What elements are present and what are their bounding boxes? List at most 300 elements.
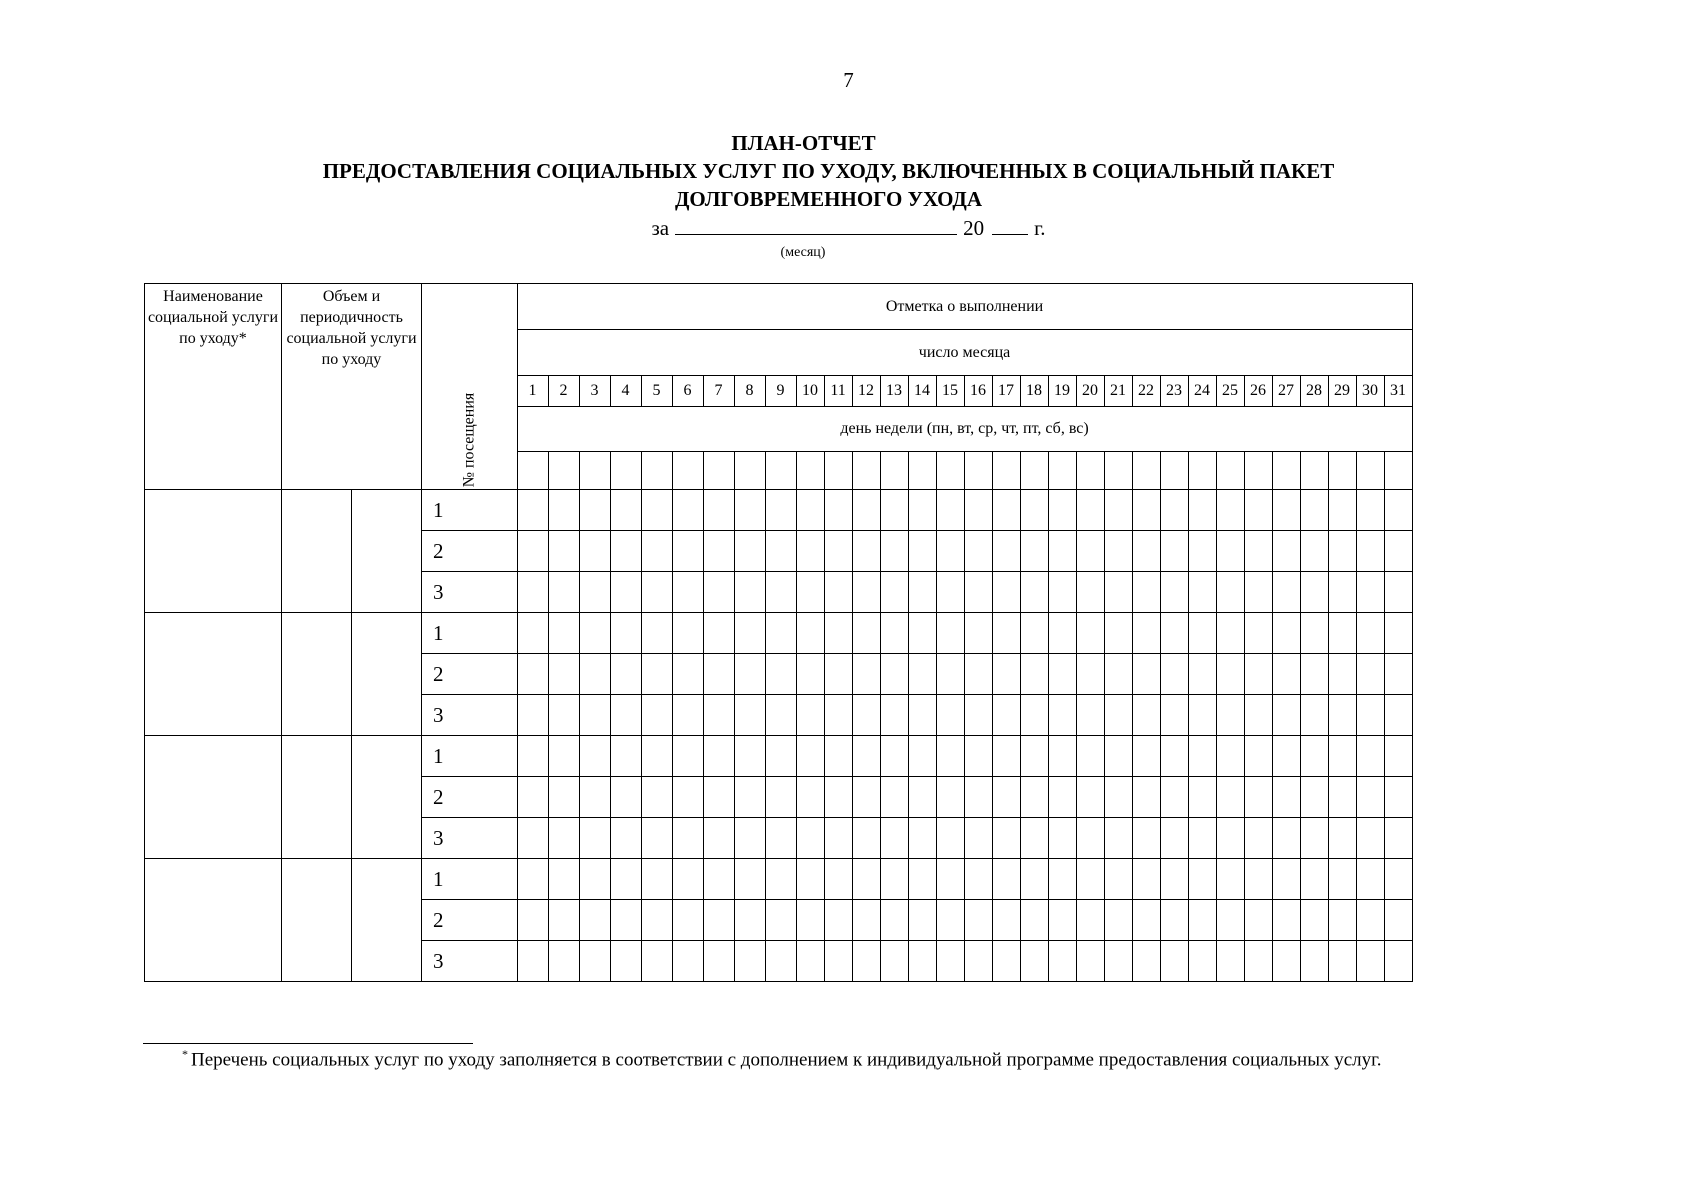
mark-cell[interactable]: [672, 941, 703, 982]
mark-cell[interactable]: [641, 654, 672, 695]
mark-cell[interactable]: [1160, 654, 1188, 695]
weekday-cell[interactable]: [1020, 452, 1048, 490]
mark-cell[interactable]: [1244, 613, 1272, 654]
mark-cell[interactable]: [796, 941, 824, 982]
weekday-cell[interactable]: [964, 452, 992, 490]
mark-cell[interactable]: [796, 859, 824, 900]
mark-cell[interactable]: [908, 695, 936, 736]
mark-cell[interactable]: [1328, 859, 1356, 900]
mark-cell[interactable]: [579, 613, 610, 654]
service-name-cell[interactable]: [145, 859, 282, 982]
mark-cell[interactable]: [1300, 941, 1328, 982]
mark-cell[interactable]: [579, 490, 610, 531]
mark-cell[interactable]: [672, 900, 703, 941]
mark-cell[interactable]: [964, 654, 992, 695]
mark-cell[interactable]: [672, 613, 703, 654]
mark-cell[interactable]: [1328, 490, 1356, 531]
mark-cell[interactable]: [1104, 531, 1132, 572]
mark-cell[interactable]: [1216, 572, 1244, 613]
mark-cell[interactable]: [1104, 736, 1132, 777]
mark-cell[interactable]: [1048, 818, 1076, 859]
mark-cell[interactable]: [610, 900, 641, 941]
mark-cell[interactable]: [734, 613, 765, 654]
mark-cell[interactable]: [1328, 654, 1356, 695]
mark-cell[interactable]: [824, 736, 852, 777]
mark-cell[interactable]: [703, 818, 734, 859]
mark-cell[interactable]: [641, 736, 672, 777]
mark-cell[interactable]: [964, 859, 992, 900]
mark-cell[interactable]: [992, 736, 1020, 777]
mark-cell[interactable]: [1328, 900, 1356, 941]
mark-cell[interactable]: [908, 859, 936, 900]
mark-cell[interactable]: [1328, 736, 1356, 777]
mark-cell[interactable]: [1076, 531, 1104, 572]
weekday-cell[interactable]: [1300, 452, 1328, 490]
weekday-cell[interactable]: [1048, 452, 1076, 490]
mark-cell[interactable]: [703, 777, 734, 818]
mark-cell[interactable]: [1272, 900, 1300, 941]
mark-cell[interactable]: [579, 859, 610, 900]
weekday-cell[interactable]: [672, 452, 703, 490]
mark-cell[interactable]: [1104, 654, 1132, 695]
mark-cell[interactable]: [1384, 654, 1412, 695]
mark-cell[interactable]: [579, 654, 610, 695]
mark-cell[interactable]: [908, 654, 936, 695]
mark-cell[interactable]: [964, 941, 992, 982]
mark-cell[interactable]: [1020, 654, 1048, 695]
mark-cell[interactable]: [852, 777, 880, 818]
mark-cell[interactable]: [936, 941, 964, 982]
mark-cell[interactable]: [1300, 736, 1328, 777]
mark-cell[interactable]: [548, 531, 579, 572]
mark-cell[interactable]: [641, 777, 672, 818]
mark-cell[interactable]: [703, 941, 734, 982]
mark-cell[interactable]: [703, 613, 734, 654]
mark-cell[interactable]: [1132, 613, 1160, 654]
mark-cell[interactable]: [1356, 736, 1384, 777]
mark-cell[interactable]: [992, 859, 1020, 900]
mark-cell[interactable]: [1244, 572, 1272, 613]
mark-cell[interactable]: [824, 572, 852, 613]
mark-cell[interactable]: [1384, 572, 1412, 613]
mark-cell[interactable]: [1160, 941, 1188, 982]
mark-cell[interactable]: [548, 490, 579, 531]
volume-cell[interactable]: [282, 859, 352, 982]
mark-cell[interactable]: [1132, 736, 1160, 777]
mark-cell[interactable]: [1020, 859, 1048, 900]
mark-cell[interactable]: [908, 490, 936, 531]
mark-cell[interactable]: [1244, 859, 1272, 900]
mark-cell[interactable]: [1244, 818, 1272, 859]
service-name-cell[interactable]: [145, 490, 282, 613]
mark-cell[interactable]: [734, 695, 765, 736]
mark-cell[interactable]: [641, 900, 672, 941]
mark-cell[interactable]: [641, 695, 672, 736]
mark-cell[interactable]: [992, 531, 1020, 572]
mark-cell[interactable]: [992, 695, 1020, 736]
mark-cell[interactable]: [1356, 490, 1384, 531]
mark-cell[interactable]: [1048, 900, 1076, 941]
mark-cell[interactable]: [1328, 695, 1356, 736]
mark-cell[interactable]: [936, 695, 964, 736]
service-name-cell[interactable]: [145, 736, 282, 859]
mark-cell[interactable]: [852, 572, 880, 613]
mark-cell[interactable]: [936, 736, 964, 777]
mark-cell[interactable]: [796, 613, 824, 654]
mark-cell[interactable]: [1384, 695, 1412, 736]
mark-cell[interactable]: [1244, 941, 1272, 982]
mark-cell[interactable]: [1272, 654, 1300, 695]
mark-cell[interactable]: [1048, 859, 1076, 900]
mark-cell[interactable]: [1020, 490, 1048, 531]
mark-cell[interactable]: [610, 572, 641, 613]
mark-cell[interactable]: [1272, 859, 1300, 900]
mark-cell[interactable]: [992, 613, 1020, 654]
periodicity-cell[interactable]: [352, 613, 422, 736]
mark-cell[interactable]: [1076, 777, 1104, 818]
weekday-cell[interactable]: [796, 452, 824, 490]
weekday-cell[interactable]: [517, 452, 548, 490]
mark-cell[interactable]: [880, 490, 908, 531]
mark-cell[interactable]: [908, 941, 936, 982]
mark-cell[interactable]: [579, 531, 610, 572]
mark-cell[interactable]: [1160, 900, 1188, 941]
mark-cell[interactable]: [824, 531, 852, 572]
mark-cell[interactable]: [1272, 818, 1300, 859]
mark-cell[interactable]: [641, 941, 672, 982]
mark-cell[interactable]: [1328, 531, 1356, 572]
mark-cell[interactable]: [610, 531, 641, 572]
mark-cell[interactable]: [908, 777, 936, 818]
mark-cell[interactable]: [1132, 941, 1160, 982]
mark-cell[interactable]: [734, 818, 765, 859]
mark-cell[interactable]: [1244, 531, 1272, 572]
mark-cell[interactable]: [964, 736, 992, 777]
mark-cell[interactable]: [1300, 859, 1328, 900]
mark-cell[interactable]: [852, 859, 880, 900]
year-blank-field[interactable]: [992, 216, 1028, 235]
mark-cell[interactable]: [1020, 736, 1048, 777]
mark-cell[interactable]: [1020, 941, 1048, 982]
mark-cell[interactable]: [1188, 736, 1216, 777]
weekday-cell[interactable]: [1076, 452, 1104, 490]
mark-cell[interactable]: [517, 531, 548, 572]
mark-cell[interactable]: [1384, 900, 1412, 941]
mark-cell[interactable]: [992, 654, 1020, 695]
mark-cell[interactable]: [548, 695, 579, 736]
mark-cell[interactable]: [517, 900, 548, 941]
mark-cell[interactable]: [765, 490, 796, 531]
mark-cell[interactable]: [1328, 613, 1356, 654]
mark-cell[interactable]: [548, 736, 579, 777]
mark-cell[interactable]: [1356, 695, 1384, 736]
mark-cell[interactable]: [703, 572, 734, 613]
mark-cell[interactable]: [579, 695, 610, 736]
mark-cell[interactable]: [880, 736, 908, 777]
mark-cell[interactable]: [1328, 818, 1356, 859]
mark-cell[interactable]: [610, 777, 641, 818]
mark-cell[interactable]: [1132, 572, 1160, 613]
mark-cell[interactable]: [734, 531, 765, 572]
mark-cell[interactable]: [579, 572, 610, 613]
mark-cell[interactable]: [1216, 695, 1244, 736]
mark-cell[interactable]: [1328, 777, 1356, 818]
mark-cell[interactable]: [672, 818, 703, 859]
mark-cell[interactable]: [936, 859, 964, 900]
mark-cell[interactable]: [1104, 859, 1132, 900]
mark-cell[interactable]: [1272, 695, 1300, 736]
mark-cell[interactable]: [1216, 900, 1244, 941]
mark-cell[interactable]: [796, 900, 824, 941]
mark-cell[interactable]: [734, 900, 765, 941]
mark-cell[interactable]: [880, 777, 908, 818]
mark-cell[interactable]: [734, 859, 765, 900]
mark-cell[interactable]: [517, 818, 548, 859]
mark-cell[interactable]: [880, 613, 908, 654]
mark-cell[interactable]: [610, 490, 641, 531]
mark-cell[interactable]: [1244, 900, 1272, 941]
mark-cell[interactable]: [852, 900, 880, 941]
mark-cell[interactable]: [1244, 695, 1272, 736]
weekday-cell[interactable]: [908, 452, 936, 490]
mark-cell[interactable]: [1300, 613, 1328, 654]
mark-cell[interactable]: [1216, 490, 1244, 531]
mark-cell[interactable]: [1160, 859, 1188, 900]
mark-cell[interactable]: [1048, 654, 1076, 695]
mark-cell[interactable]: [964, 777, 992, 818]
mark-cell[interactable]: [824, 490, 852, 531]
mark-cell[interactable]: [1104, 777, 1132, 818]
mark-cell[interactable]: [1160, 695, 1188, 736]
mark-cell[interactable]: [1244, 777, 1272, 818]
mark-cell[interactable]: [1300, 490, 1328, 531]
mark-cell[interactable]: [824, 695, 852, 736]
mark-cell[interactable]: [1188, 695, 1216, 736]
weekday-cell[interactable]: [1160, 452, 1188, 490]
mark-cell[interactable]: [517, 654, 548, 695]
weekday-cell[interactable]: [936, 452, 964, 490]
mark-cell[interactable]: [824, 777, 852, 818]
mark-cell[interactable]: [517, 572, 548, 613]
mark-cell[interactable]: [765, 736, 796, 777]
mark-cell[interactable]: [672, 490, 703, 531]
mark-cell[interactable]: [936, 572, 964, 613]
mark-cell[interactable]: [908, 900, 936, 941]
mark-cell[interactable]: [1300, 818, 1328, 859]
mark-cell[interactable]: [765, 859, 796, 900]
mark-cell[interactable]: [964, 531, 992, 572]
mark-cell[interactable]: [1300, 695, 1328, 736]
mark-cell[interactable]: [852, 695, 880, 736]
mark-cell[interactable]: [1216, 736, 1244, 777]
mark-cell[interactable]: [703, 859, 734, 900]
mark-cell[interactable]: [641, 818, 672, 859]
mark-cell[interactable]: [796, 736, 824, 777]
mark-cell[interactable]: [1076, 941, 1104, 982]
mark-cell[interactable]: [964, 613, 992, 654]
mark-cell[interactable]: [1272, 613, 1300, 654]
mark-cell[interactable]: [579, 941, 610, 982]
mark-cell[interactable]: [880, 531, 908, 572]
mark-cell[interactable]: [765, 900, 796, 941]
mark-cell[interactable]: [1104, 818, 1132, 859]
mark-cell[interactable]: [1020, 613, 1048, 654]
service-name-cell[interactable]: [145, 613, 282, 736]
mark-cell[interactable]: [1356, 818, 1384, 859]
mark-cell[interactable]: [1020, 695, 1048, 736]
weekday-cell[interactable]: [824, 452, 852, 490]
mark-cell[interactable]: [734, 572, 765, 613]
mark-cell[interactable]: [1356, 859, 1384, 900]
mark-cell[interactable]: [880, 859, 908, 900]
mark-cell[interactable]: [579, 900, 610, 941]
mark-cell[interactable]: [936, 654, 964, 695]
mark-cell[interactable]: [796, 777, 824, 818]
mark-cell[interactable]: [1188, 859, 1216, 900]
mark-cell[interactable]: [1188, 531, 1216, 572]
mark-cell[interactable]: [964, 818, 992, 859]
mark-cell[interactable]: [1076, 900, 1104, 941]
mark-cell[interactable]: [1384, 736, 1412, 777]
weekday-cell[interactable]: [1132, 452, 1160, 490]
mark-cell[interactable]: [1020, 818, 1048, 859]
mark-cell[interactable]: [765, 613, 796, 654]
mark-cell[interactable]: [517, 490, 548, 531]
mark-cell[interactable]: [579, 818, 610, 859]
mark-cell[interactable]: [548, 900, 579, 941]
mark-cell[interactable]: [1076, 572, 1104, 613]
mark-cell[interactable]: [579, 777, 610, 818]
mark-cell[interactable]: [880, 818, 908, 859]
mark-cell[interactable]: [1076, 695, 1104, 736]
mark-cell[interactable]: [703, 531, 734, 572]
mark-cell[interactable]: [1188, 900, 1216, 941]
mark-cell[interactable]: [1048, 613, 1076, 654]
mark-cell[interactable]: [992, 900, 1020, 941]
periodicity-cell[interactable]: [352, 490, 422, 613]
mark-cell[interactable]: [1132, 654, 1160, 695]
mark-cell[interactable]: [1384, 941, 1412, 982]
mark-cell[interactable]: [936, 777, 964, 818]
mark-cell[interactable]: [1356, 613, 1384, 654]
volume-cell[interactable]: [282, 613, 352, 736]
mark-cell[interactable]: [672, 572, 703, 613]
mark-cell[interactable]: [1160, 572, 1188, 613]
mark-cell[interactable]: [1384, 818, 1412, 859]
mark-cell[interactable]: [1020, 900, 1048, 941]
mark-cell[interactable]: [824, 818, 852, 859]
mark-cell[interactable]: [1300, 654, 1328, 695]
mark-cell[interactable]: [1272, 941, 1300, 982]
mark-cell[interactable]: [852, 531, 880, 572]
mark-cell[interactable]: [1384, 490, 1412, 531]
mark-cell[interactable]: [1356, 941, 1384, 982]
mark-cell[interactable]: [1300, 572, 1328, 613]
mark-cell[interactable]: [703, 900, 734, 941]
weekday-cell[interactable]: [734, 452, 765, 490]
mark-cell[interactable]: [641, 613, 672, 654]
weekday-cell[interactable]: [1356, 452, 1384, 490]
mark-cell[interactable]: [1104, 572, 1132, 613]
weekday-cell[interactable]: [548, 452, 579, 490]
mark-cell[interactable]: [796, 531, 824, 572]
mark-cell[interactable]: [517, 941, 548, 982]
mark-cell[interactable]: [610, 818, 641, 859]
mark-cell[interactable]: [852, 613, 880, 654]
volume-cell[interactable]: [282, 490, 352, 613]
mark-cell[interactable]: [517, 859, 548, 900]
mark-cell[interactable]: [765, 695, 796, 736]
weekday-cell[interactable]: [1216, 452, 1244, 490]
mark-cell[interactable]: [1132, 859, 1160, 900]
mark-cell[interactable]: [765, 572, 796, 613]
mark-cell[interactable]: [579, 736, 610, 777]
mark-cell[interactable]: [1272, 531, 1300, 572]
mark-cell[interactable]: [1356, 531, 1384, 572]
mark-cell[interactable]: [964, 490, 992, 531]
weekday-cell[interactable]: [880, 452, 908, 490]
mark-cell[interactable]: [908, 572, 936, 613]
periodicity-cell[interactable]: [352, 736, 422, 859]
mark-cell[interactable]: [1356, 654, 1384, 695]
mark-cell[interactable]: [796, 490, 824, 531]
mark-cell[interactable]: [852, 941, 880, 982]
mark-cell[interactable]: [1188, 654, 1216, 695]
mark-cell[interactable]: [1132, 695, 1160, 736]
mark-cell[interactable]: [824, 613, 852, 654]
mark-cell[interactable]: [936, 531, 964, 572]
mark-cell[interactable]: [765, 777, 796, 818]
mark-cell[interactable]: [1244, 736, 1272, 777]
mark-cell[interactable]: [1188, 818, 1216, 859]
mark-cell[interactable]: [703, 490, 734, 531]
mark-cell[interactable]: [672, 859, 703, 900]
mark-cell[interactable]: [852, 736, 880, 777]
mark-cell[interactable]: [1300, 777, 1328, 818]
mark-cell[interactable]: [1132, 777, 1160, 818]
mark-cell[interactable]: [796, 695, 824, 736]
mark-cell[interactable]: [1328, 572, 1356, 613]
mark-cell[interactable]: [936, 818, 964, 859]
mark-cell[interactable]: [852, 490, 880, 531]
mark-cell[interactable]: [610, 613, 641, 654]
mark-cell[interactable]: [610, 941, 641, 982]
mark-cell[interactable]: [880, 941, 908, 982]
weekday-cell[interactable]: [1328, 452, 1356, 490]
mark-cell[interactable]: [1132, 818, 1160, 859]
mark-cell[interactable]: [1076, 613, 1104, 654]
mark-cell[interactable]: [765, 818, 796, 859]
mark-cell[interactable]: [1216, 941, 1244, 982]
mark-cell[interactable]: [1188, 572, 1216, 613]
mark-cell[interactable]: [1160, 736, 1188, 777]
weekday-cell[interactable]: [765, 452, 796, 490]
mark-cell[interactable]: [1356, 777, 1384, 818]
mark-cell[interactable]: [1216, 654, 1244, 695]
mark-cell[interactable]: [852, 654, 880, 695]
mark-cell[interactable]: [908, 531, 936, 572]
mark-cell[interactable]: [672, 695, 703, 736]
mark-cell[interactable]: [992, 818, 1020, 859]
mark-cell[interactable]: [1076, 490, 1104, 531]
mark-cell[interactable]: [1160, 777, 1188, 818]
weekday-cell[interactable]: [610, 452, 641, 490]
mark-cell[interactable]: [1244, 654, 1272, 695]
mark-cell[interactable]: [548, 777, 579, 818]
weekday-cell[interactable]: [992, 452, 1020, 490]
mark-cell[interactable]: [992, 572, 1020, 613]
mark-cell[interactable]: [1384, 531, 1412, 572]
